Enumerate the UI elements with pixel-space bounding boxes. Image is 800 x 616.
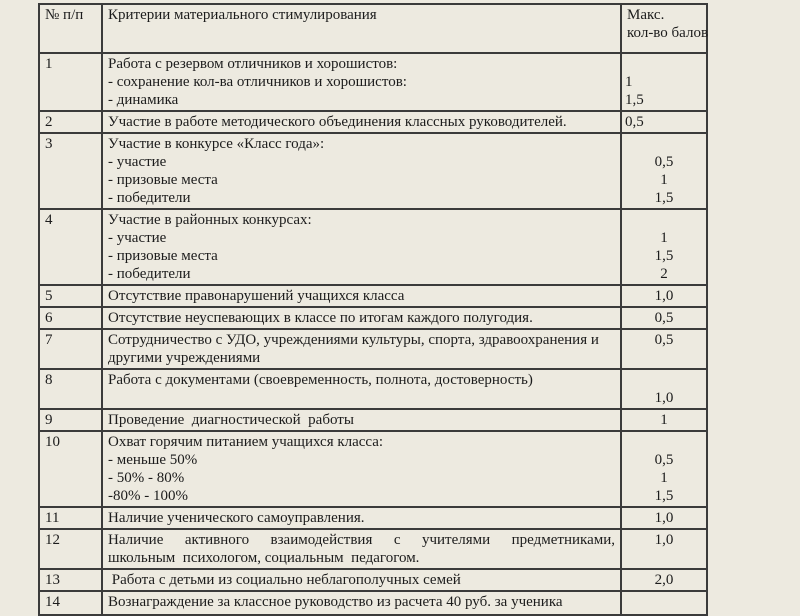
table-row: [40, 570, 706, 592]
score-cell: [622, 308, 706, 328]
criteria-cell: [103, 210, 622, 284]
row-number-cell: [40, 432, 103, 506]
score-cell: [622, 210, 706, 284]
row-number-cell: [40, 54, 103, 110]
row-number: 5: [45, 288, 53, 304]
score-line: 0,5: [654, 332, 674, 348]
criteria-line: Участие в конкурсе «Класс года»:: [108, 136, 325, 152]
criteria-line: Наличие активного взаимодействия с учителями предметниками,: [108, 532, 615, 548]
row-number-cell: [40, 210, 103, 284]
score-cell: [622, 570, 706, 590]
table-row: [40, 330, 706, 370]
table-row: [40, 410, 706, 432]
criteria-cell: [103, 286, 622, 306]
score-cell: [622, 410, 706, 430]
table-row: [40, 432, 706, 508]
score-line: 0,5: [654, 154, 674, 170]
row-number: 4: [45, 212, 53, 228]
row-number: 11: [45, 510, 60, 526]
score-line: 0,5: [654, 310, 674, 326]
table-row: [40, 210, 706, 286]
criteria-table: [38, 3, 708, 616]
criteria-line: Участие в районных конкурсах:: [108, 212, 312, 228]
table-row: [40, 134, 706, 210]
score-line: [625, 549, 703, 567]
criteria-line: - призовые места: [108, 172, 218, 188]
criteria-line: Участие в работе методического объединения классных руководителей.: [108, 114, 567, 130]
criteria-line: другими учреждениями: [108, 350, 261, 366]
criteria-line: - победители: [108, 190, 191, 206]
criteria-line: Охват горячим питанием учащихся класса:: [108, 434, 384, 450]
criteria-line: -80% - 100%: [108, 488, 188, 504]
score-line: [625, 55, 703, 73]
score-cell: [622, 134, 706, 208]
score-line: 0,5: [654, 452, 674, 468]
row-number-cell: [40, 286, 103, 306]
table-row: [40, 370, 706, 410]
score-cell: [622, 286, 706, 306]
criteria-cell: [103, 592, 622, 614]
score-cell: [622, 508, 706, 528]
criteria-cell: [103, 54, 622, 110]
header-num-cell: [40, 5, 103, 52]
score-cell: [622, 330, 706, 368]
header-score-label-line2: кол-во балов: [627, 25, 709, 41]
criteria-line: [108, 389, 615, 407]
score-line: 1,0: [654, 510, 674, 526]
table-row: [40, 530, 706, 570]
criteria-cell: [103, 410, 622, 430]
criteria-line: - сохранение кол-ва отличников и хорошистов:: [108, 74, 407, 90]
row-number-cell: [40, 112, 103, 132]
score-line: [625, 135, 703, 153]
criteria-line: - меньше 50%: [108, 452, 198, 468]
criteria-cell: [103, 370, 622, 408]
header-criteria-cell: [103, 5, 622, 52]
row-number-cell: [40, 530, 103, 568]
score-line: 1,0: [654, 532, 674, 548]
criteria-line: Отсутствие неуспевающих в классе по итогам каждого полугодия.: [108, 310, 533, 326]
score-line: 1: [660, 230, 668, 246]
row-number: 14: [45, 594, 60, 610]
header-score-label-line1: Макс.: [627, 7, 665, 23]
score-line: 1,5: [625, 92, 644, 108]
score-line: 2,0: [654, 572, 674, 588]
row-number-cell: [40, 410, 103, 430]
score-line: [625, 593, 703, 611]
score-line: 1,5: [654, 190, 674, 206]
row-number: 12: [45, 532, 60, 548]
criteria-line: - 50% - 80%: [108, 470, 185, 486]
row-number-cell: [40, 508, 103, 528]
score-cell: [622, 592, 706, 614]
criteria-line: Отсутствие правонарушений учащихся класса: [108, 288, 405, 304]
row-number: 13: [45, 572, 60, 588]
score-cell: [622, 370, 706, 408]
score-line: 1,0: [654, 288, 674, 304]
header-score-cell: [622, 5, 713, 52]
score-line: [625, 349, 703, 367]
header-num-label: № п/п: [45, 7, 84, 23]
score-line: 2: [660, 266, 668, 282]
criteria-line: Работа с резервом отличников и хорошистов:: [108, 56, 398, 72]
score-line: 1: [660, 412, 668, 428]
table-row: [40, 54, 706, 112]
row-number-cell: [40, 592, 103, 614]
criteria-cell: [103, 134, 622, 208]
criteria-cell: [103, 508, 622, 528]
criteria-cell: [103, 112, 622, 132]
score-line: 1: [625, 74, 633, 90]
criteria-line: - победители: [108, 266, 191, 282]
criteria-line: Проведение диагностической работы: [108, 412, 354, 428]
criteria-line: - участие: [108, 230, 167, 246]
score-line: [625, 211, 703, 229]
score-line: [625, 371, 703, 389]
row-number: 10: [45, 434, 60, 450]
table-row: [40, 508, 706, 530]
criteria-line: - динамика: [108, 92, 179, 108]
row-number: 3: [45, 136, 53, 152]
criteria-line: Наличие ученического самоуправления.: [108, 510, 365, 526]
row-number: 6: [45, 310, 53, 326]
row-number-cell: [40, 370, 103, 408]
table-row: [40, 592, 706, 614]
row-number-cell: [40, 330, 103, 368]
row-number-cell: [40, 570, 103, 590]
score-cell: [622, 530, 706, 568]
row-number-cell: [40, 134, 103, 208]
table-header-row: [40, 5, 709, 54]
row-number: 7: [45, 332, 53, 348]
score-line: 1: [660, 172, 668, 188]
criteria-line: Вознаграждение за классное руководство из расчета 40 руб. за ученика: [108, 594, 563, 610]
table-row: [40, 112, 706, 134]
score-line: 0,5: [625, 114, 644, 130]
table-row: [40, 308, 706, 330]
criteria-cell: [103, 308, 622, 328]
criteria-line: школьным психологом, социальным педагогом.: [108, 550, 420, 566]
row-number: 2: [45, 114, 53, 130]
criteria-cell: [103, 570, 622, 590]
criteria-line: - участие: [108, 154, 167, 170]
row-number: 9: [45, 412, 53, 428]
score-line: 1,5: [654, 488, 674, 504]
criteria-line: Сотрудничество с УДО, учреждениями культуры, спорта, здравоохранения и: [108, 332, 599, 348]
row-number: 1: [45, 56, 53, 72]
score-cell: [622, 432, 706, 506]
score-line: [625, 433, 703, 451]
score-cell: [622, 54, 706, 110]
row-number-cell: [40, 308, 103, 328]
criteria-line: Работа с документами (своевременность, полнота, достоверность): [108, 372, 533, 388]
criteria-cell: [103, 432, 622, 506]
row-number: 8: [45, 372, 53, 388]
score-line: 1,5: [654, 248, 674, 264]
criteria-cell: [103, 330, 622, 368]
score-cell: [622, 112, 706, 132]
criteria-line: - призовые места: [108, 248, 218, 264]
criteria-line: Работа с детьми из социально неблагополучных семей: [108, 572, 461, 588]
score-line: 1: [660, 470, 668, 486]
header-criteria-label: Критерии материального стимулирования: [108, 7, 377, 23]
criteria-cell: [103, 530, 622, 568]
score-line: 1,0: [654, 390, 674, 406]
table-row: [40, 286, 706, 308]
